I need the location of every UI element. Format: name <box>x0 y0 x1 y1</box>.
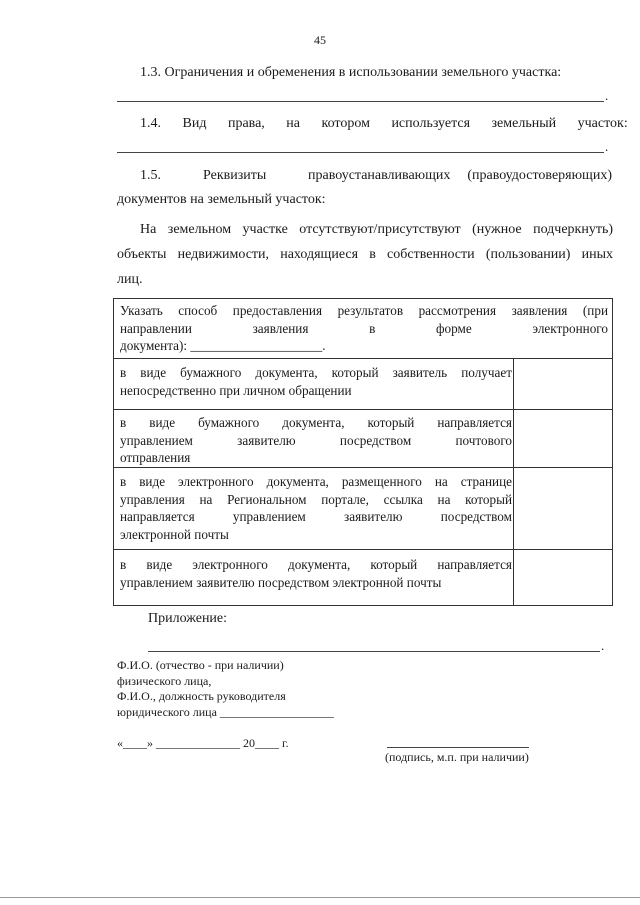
table-header-line: направлении заявления в форме электронного <box>120 320 608 336</box>
bottom-edge-line <box>0 897 640 898</box>
section-1-5-line1 <box>140 166 612 186</box>
attachment-blank-line[interactable] <box>148 651 600 652</box>
blank-line[interactable] <box>117 152 604 153</box>
option-checkbox-cell[interactable] <box>514 359 612 409</box>
objects-para-line2: объекты недвижимости, находящиеся в собственности (пользовании) иных <box>117 247 613 262</box>
blank-line[interactable] <box>117 101 604 102</box>
option-line: электронной почты <box>120 526 229 542</box>
signature-line: юридического лица ___________________ <box>117 704 334 719</box>
page-number: 45 <box>314 33 326 47</box>
signature-blank-line[interactable] <box>387 747 529 748</box>
option-line: в виде электронного документа, который направляется <box>120 557 512 572</box>
option-line: непосредственно при личном обращении <box>120 382 352 398</box>
option-checkbox-cell[interactable] <box>514 468 612 549</box>
section-1-5-number: 1.5. <box>140 168 161 183</box>
option-text <box>120 473 512 543</box>
section-1-5-line2: документов на земельный участок: <box>117 192 326 207</box>
signature-line: Ф.И.О. (отчество - при наличии) <box>117 658 284 672</box>
option-line: в виде бумажного документа, который заявитель получает <box>120 365 512 380</box>
table-header <box>120 302 608 355</box>
period: . <box>605 88 609 103</box>
period: . <box>605 139 609 154</box>
attachment-label: Приложение: <box>148 611 228 626</box>
table-header-line: Указать способ предоставления результатов рассмотрения заявления (при <box>120 303 608 318</box>
option-checkbox-cell[interactable] <box>514 550 612 605</box>
section-1-4: 1.4. Вид права, на котором используется земельный участок: <box>140 116 628 131</box>
option-line: управлением заявителю посредством почтового <box>120 432 512 448</box>
signature-line: Ф.И.О., должность руководителя <box>117 689 286 703</box>
date-field[interactable]: «____» ______________ 20____ г. <box>117 736 289 750</box>
option-text <box>120 364 512 399</box>
section-1-5-word: (правоудостоверяющих) <box>467 168 612 183</box>
section-1-3: 1.3. Ограничения и обременения в использовании земельного участка: <box>140 65 562 80</box>
option-line: управления на Региональном портале, ссылка на который <box>120 491 512 507</box>
section-1-5-word: правоустанавливающих <box>308 168 451 183</box>
objects-para-line1: На земельном участке отсутствуют/присутствуют (нужное подчеркнуть) <box>140 222 613 237</box>
option-checkbox-cell[interactable] <box>514 410 612 467</box>
option-line: в виде бумажного документа, который направляется <box>120 415 512 430</box>
option-text <box>120 556 512 591</box>
period: . <box>601 638 605 653</box>
section-1-5-word: Реквизиты <box>203 168 267 183</box>
option-line: отправления <box>120 450 191 465</box>
signature-line: физического лица, <box>117 673 212 688</box>
option-line: управлением заявителю посредством электронной почты <box>120 574 442 590</box>
signature-block <box>117 658 334 720</box>
objects-para-line3: лиц. <box>117 272 143 287</box>
table-header-line: документа): ____________________. <box>120 338 326 353</box>
signature-caption: (подпись, м.п. при наличии) <box>385 750 529 764</box>
option-text <box>120 414 512 467</box>
delivery-method-table <box>113 298 613 606</box>
option-line: в виде электронного документа, размещенного на странице <box>120 474 512 489</box>
option-line: направляется управлением заявителю посредством <box>120 509 512 524</box>
